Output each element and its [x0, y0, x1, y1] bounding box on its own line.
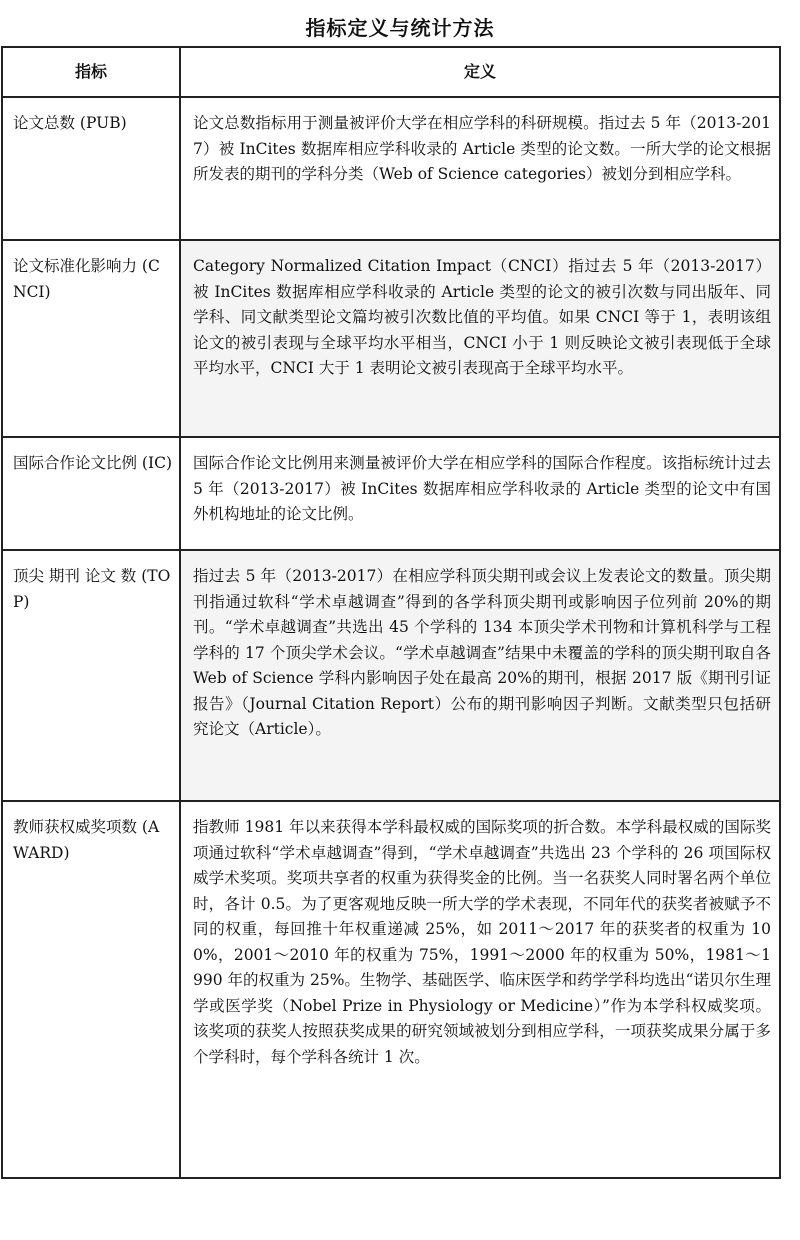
metric-name-cnci: 论文标准化影响力 (CNCI): [2, 240, 180, 437]
metric-definition-cnci: Category Normalized Citation Impact（CNCI）指过去 5 年（2013-2017）被 InCites 数据库相应学科收录的 Article 类型的论文的被引次数与同出版年、同学科、同文献类型论文篇均被引次数比值的平均值。如果 CNCI 等于 1，表明该组论文的被引表现与全球平均水平相当，CNCI 小于 1 则反映论文被引表现低于全球平均水平，CNCI 大于 1 表明论文被引表现高于全球平均水平。: [180, 240, 780, 437]
metric-definition-top: 指过去 5 年（2013-2017）在相应学科顶尖期刊或会议上发表论文的数量。顶尖期刊指通过软科“学术卓越调查”得到的各学科顶尖期刊或影响因子位列前 20%的期刊。“学术卓越调查”共选出 45 个学科的 134 本顶尖学术刊物和计算机科学与工程学科的 17 个顶尖学术会议。“学术卓越调查”结果中未覆盖的学科的顶尖期刊取自各 Web of Science 学科内影响因子处在最高 20%的期刊，根据 2017 版《期刊引证报告》（Journal Citation Report）公布的期刊影响因子判断。文献类型只包括研究论文（Article）。: [180, 550, 780, 801]
table-row-cnci: [2, 240, 780, 437]
metric-definition-award: 指教师 1981 年以来获得本学科最权威的国际奖项的折合数。本学科最权威的国际奖项通过软科“学术卓越调查”得到，“学术卓越调查”共选出 23 个学科的 26 项国际权威学术奖项。奖项共享者的权重为获得奖金的比例。当一名获奖人同时署名两个单位时，各计 0.5。为了更客观地反映一所大学的学术表现，不同年代的获奖者被赋予不同的权重，每回推十年权重递减 25%，如 2011～2017 年的获奖者的权重为 100%，2001～2010 年的权重为 75%，1991～2000 年的权重为 50%，1981～1990 年的权重为 25%。生物学、基础医学、临床医学和药学学科均选出“诺贝尔生理学或医学奖（Nobel Prize in Physiology or Medicine）”作为本学科权威奖项。该奖项的获奖人按照获奖成果的研究领域被划分到相应学科，一项获奖成果分属于多个学科时，每个学科各统计 1 次。: [180, 801, 780, 1178]
header-metric: 指标: [2, 47, 180, 97]
metric-name-award: 教师获权威奖项数 (AWARD): [2, 801, 180, 1178]
page-title: 指标定义与统计方法: [305, 16, 495, 40]
metric-definition-ic: 国际合作论文比例用来测量被评价大学在相应学科的国际合作程度。该指标统计过去 5 年（2013-2017）被 InCites 数据库相应学科收录的 Article 类型的论文中有国外机构地址的论文比例。: [180, 437, 780, 550]
metric-name-pub: 论文总数 (PUB): [2, 97, 180, 240]
metric-definition-pub: 论文总数指标用于测量被评价大学在相应学科的科研规模。指过去 5 年（2013-2017）被 InCites 数据库相应学科收录的 Article 类型的论文数。一所大学的论文根据所发表的期刊的学科分类（Web of Science categories）被划分到相应学科。: [180, 97, 780, 240]
table-row-top: [2, 550, 780, 801]
metric-name-top: 顶尖 期刊 论文 数 (TOP): [2, 550, 180, 801]
table-row-ic: [2, 437, 780, 550]
table-header-row: [2, 47, 780, 97]
header-definition: 定义: [180, 47, 780, 97]
table-row-pub: [2, 97, 780, 240]
table-row-award: [2, 801, 780, 1178]
metrics-definition-table: [1, 46, 781, 1179]
metric-name-ic: 国际合作论文比例 (IC): [2, 437, 180, 550]
